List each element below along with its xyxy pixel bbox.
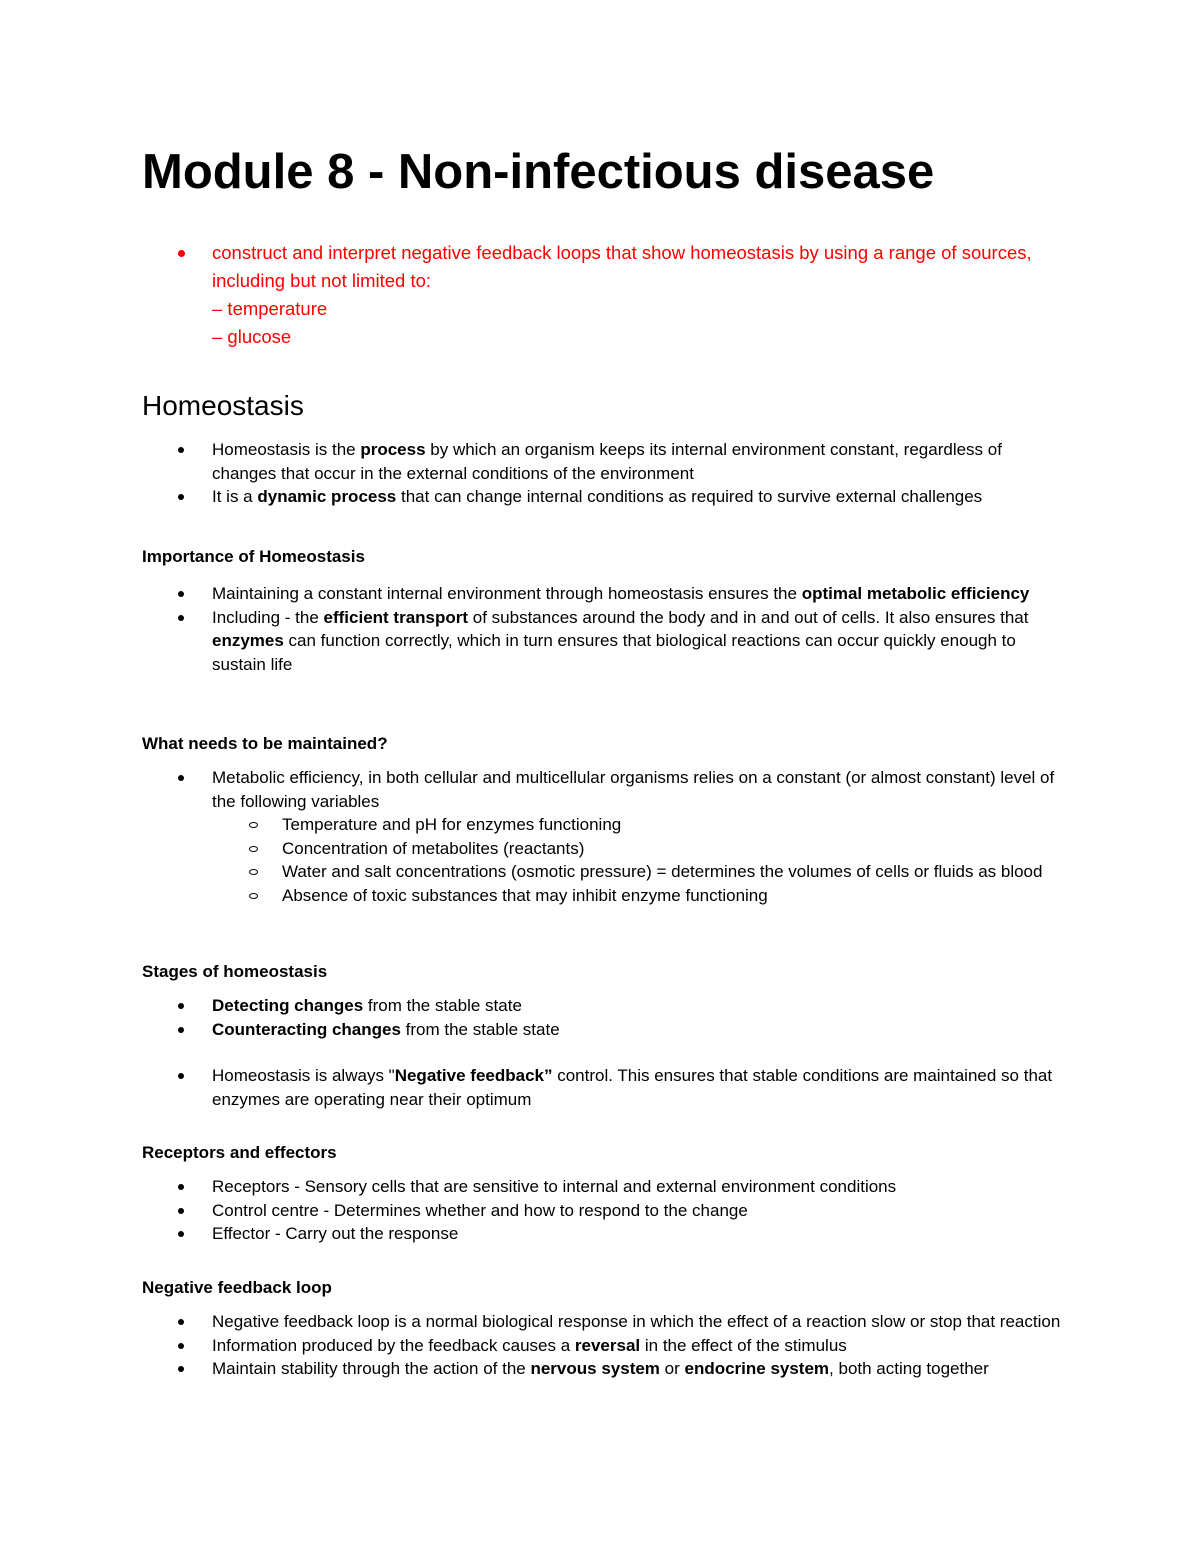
- page-title: Module 8 - Non-infectious disease: [142, 145, 935, 199]
- sub-list-item: Absence of toxic substances that may inhibit enzyme functioning: [212, 884, 1062, 908]
- list-item: Maintaining a constant internal environment through homeostasis ensures the optimal metabolic efficiency: [142, 582, 1062, 606]
- list-item: Control centre - Determines whether and how to respond to the change: [142, 1199, 1062, 1223]
- stages-section: [142, 960, 1062, 1111]
- syllabus-objective: [142, 239, 1042, 351]
- list-item: Homeostasis is always "Negative feedback” control. This ensures that stable conditions are maintained so that enzymes are operating near their optimum: [142, 1064, 1062, 1111]
- importance-section: [142, 545, 1062, 676]
- objective-sub-temperature: – temperature: [212, 298, 328, 319]
- list-item: Metabolic efficiency, in both cellular and multicellular organisms relies on a constant (or almost constant) level of the following variables Temperature and pH for enzymes functioning Concentration of metabolites (reactants) Water and salt concentrations (osmotic pressure) = determines the volumes of cells or fluids as blood Absence of toxic substances that may inhibit enzyme functioning: [142, 766, 1062, 907]
- bullet-icon: [178, 250, 185, 257]
- list-item: Negative feedback loop is a normal biological response in which the effect of a reaction slow or stop that reaction: [142, 1310, 1062, 1334]
- list-item: Receptors - Sensory cells that are sensitive to internal and external environment conditions: [142, 1175, 1062, 1199]
- homeostasis-section: [142, 438, 1062, 509]
- sub-list-item: Concentration of metabolites (reactants): [212, 837, 1062, 861]
- heading-importance: Importance of Homeostasis: [142, 547, 365, 566]
- sub-list: [142, 813, 1062, 907]
- list-item: Including - the efficient transport of substances around the body and in and out of cells. It also ensures that enzymes can function correctly, which in turn ensures that biological reactions can occur quickly enough to sustain life: [142, 606, 1062, 677]
- list-item: Effector - Carry out the response: [142, 1222, 1062, 1246]
- list-item: It is a dynamic process that can change internal conditions as required to survive external challenges: [142, 485, 1062, 509]
- heading-receptors: Receptors and effectors: [142, 1143, 337, 1162]
- list-item: Homeostasis is the process by which an organism keeps its internal environment constant, regardless of changes that occur in the external conditions of the environment: [142, 438, 1062, 485]
- receptors-section: [142, 1141, 1062, 1246]
- objective-text: construct and interpret negative feedback loops that show homeostasis by using a range of sources, including but not limited to:: [212, 242, 1032, 291]
- objective-item: [142, 239, 1042, 295]
- list-item: Detecting changes from the stable state: [142, 994, 1062, 1018]
- objective-sub-glucose: – glucose: [212, 326, 292, 347]
- heading-homeostasis: Homeostasis: [142, 390, 304, 421]
- negative-feedback-section: [142, 1276, 1062, 1381]
- maintained-section: [142, 732, 1062, 907]
- list-item: Counteracting changes from the stable state: [142, 1018, 1062, 1042]
- heading-maintained: What needs to be maintained?: [142, 734, 388, 753]
- list-item: Maintain stability through the action of the nervous system or endocrine system, both acting together: [142, 1357, 1062, 1381]
- receptors-list: [142, 1175, 1062, 1246]
- sub-list-item: Temperature and pH for enzymes functioning: [212, 813, 1062, 837]
- sub-list-item: Water and salt concentrations (osmotic pressure) = determines the volumes of cells or fluids as blood: [212, 860, 1062, 884]
- list-item: Information produced by the feedback causes a reversal in the effect of the stimulus: [142, 1334, 1062, 1358]
- heading-stages: Stages of homeostasis: [142, 962, 328, 981]
- heading-negative-feedback: Negative feedback loop: [142, 1278, 332, 1297]
